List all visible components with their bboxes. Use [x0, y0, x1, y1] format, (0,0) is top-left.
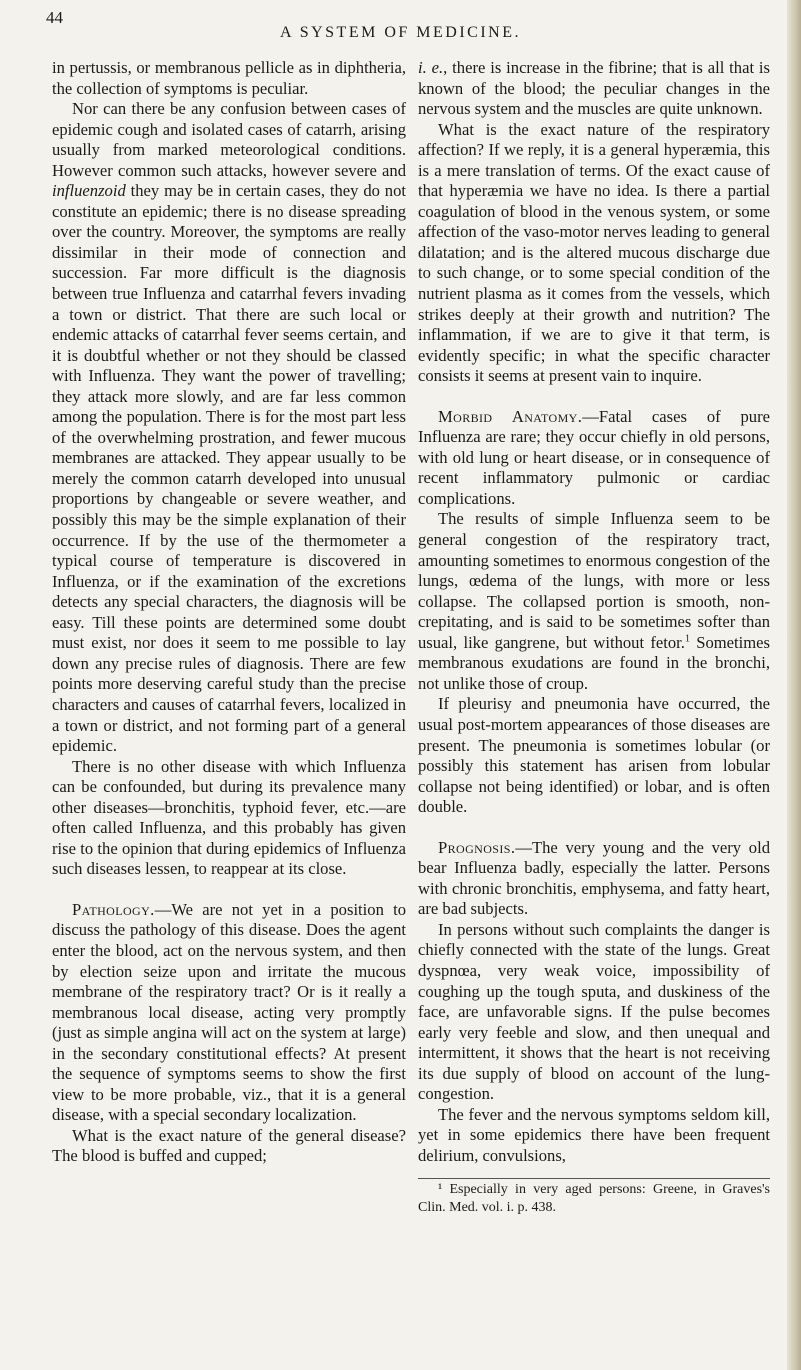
- paragraph: There is no other disease with which Influenza can be confounded, but during its prevalence many other diseases—bronchitis, typhoid fever, etc.—are often called Influenza, and this probably has given rise to the opinion that during epidemics of Influenza such diseases lessen, to reappear at its close.: [52, 756, 406, 879]
- footnote: ¹ Especially in very aged persons: Greene, in Graves's Clin. Med. vol. i. p. 438.: [418, 1182, 770, 1216]
- page-number: 44: [46, 8, 63, 27]
- text-run: —We are not yet in a position to discuss the pathology of this disease. Does the agent enter the blood, act on the nervous system, and then by election seize upon and irritate the mucous membrane of the respiratory tract? Or is it really a membranous local disease, acting very promptly (just as simple angina will act on the system at large) in the secondary constitutional effects? At present the sequence of symptoms seems to show the first view to be more probable, viz., that it is a general disease, with a special secondary localization.: [52, 899, 406, 1125]
- text-run: Nor can there be any confusion between cases of epidemic cough and isolated cases of catarrh, arising usually from marked meteorological conditions. However common such attacks, however severe and: [52, 99, 406, 180]
- paragraph: [418, 58, 770, 120]
- text-run: they may be in certain cases, they do not constitute an epidemic; there is no disease spreading over the country. Moreover, the symptoms are really dissimilar in their mode of connection and succession. Far more difficult is the diagnosis between true Influenza and catarrhal fevers invading a town or district. That there are such local or endemic attacks of catarrhal fever seems certain, and it is doubtful whether or not they should be classed with Influenza. They want the power of travelling; they attack more slowly, and are far less common among the population. There is for the most part less of the overwhelming prostration, and fewer mucous membranes are attacked. They appear usually to be merely the common catarrh developed into unusual proportions by changeable or severe weather, and possibly this may be the simple explanation of their occurrence. If by the use of the thermometer a typical course of temperature is discovered in Influenza, or if the examination of the excretions detects any special characters, the diagnosis will be easy. Till these points are determined some doubt must exist, nor does it seem to me possible to lay down any precise rules of diagnosis. There are few points more deserving careful study than the precise characters and causes of catarrhal fevers, localized in a town or district, and not forming part of a general epidemic.: [52, 181, 406, 756]
- section-heading: Prognosis.: [438, 837, 516, 857]
- paragraph: What is the exact nature of the respiratory affection? If we reply, it is a general hyperæmia, this is a mere translation of terms. Of the exact cause of that hyperæmia we have no idea. Is there a partial coagulation of blood in the venous system, or some affection of the vaso-motor nerves leading to general dilatation; and is the altered mucous discharge due to such change, or to some special condition of the nutrient plasma as it comes from the vessels, which strikes deeply at their growth and nutrition? The inflammation, if we are to give it that term, is evidently specific; in what the specific character consists it seems at present vain to inquire.: [418, 119, 770, 386]
- morbid-anatomy-section: [418, 407, 770, 510]
- right-column: [418, 58, 770, 1217]
- paragraph: If pleurisy and pneumonia have occurred, the usual post-mortem appearances of those diseases are present. The pneumonia is sometimes lobular (or possibly this statement has arisen from lobular collapse not being identified) or lobar, and is often double.: [418, 694, 770, 817]
- text-run: The results of simple Influenza seem to be general congestion of the respiratory tract, amounting sometimes to enormous congestion of the lungs, œdema of the lungs, with more or less collapse. The collapsed portion is smooth, non-crepitating, and is said to be sometimes softer than usual, like gangrene, but without fetor.: [418, 509, 770, 652]
- footnote-divider: [418, 1178, 770, 1179]
- section-heading: Pathology.: [72, 899, 155, 919]
- text-run: Sometimes membranous exudations are found in the bronchi, not unlike those of croup.: [418, 632, 770, 693]
- left-column: [52, 58, 406, 1167]
- paragraph: What is the exact nature of the general disease? The blood is buffed and cupped;: [52, 1125, 406, 1166]
- pathology-section: [52, 900, 406, 1126]
- text-run: —Fatal cases of pure Influenza are rare; they occur chiefly in old persons, with old lung or heart disease, or in consequence of recent inflammatory pulmonic or cardiac complications.: [418, 406, 770, 508]
- running-title: A SYSTEM OF MEDICINE.: [280, 24, 521, 41]
- paragraph: in pertussis, or membranous pellicle as in diphtheria, the collection of symptoms is peculiar.: [52, 58, 406, 98]
- paragraph: [418, 509, 770, 694]
- italic-term: i. e.: [418, 58, 444, 77]
- italic-term: influenzoid: [52, 181, 126, 201]
- page-edge: [787, 0, 801, 1370]
- paragraph: In persons without such complaints the danger is chiefly connected with the state of the lungs. Great dyspnœa, very weak voice, impossibility of coughing up the tough sputa, and duskiness of the face, are unfavorable signs. If the pulse becomes early very feeble and slow, and then unequal and intermittent, it shows that the heart is not receiving its due supply of blood on account of the lung-congestion.: [418, 919, 770, 1104]
- text-run: , there is increase in the fibrine; that is all that is known of the blood; the peculiar changes in the nervous system and the muscles are quite unknown.: [418, 58, 771, 119]
- paragraph: The fever and the nervous symptoms seldom kill, yet in some epidemics there have been frequent delirium, convulsions,: [418, 1104, 770, 1165]
- section-heading: Morbid Anatomy.: [438, 406, 583, 426]
- paragraph: [52, 99, 406, 757]
- footnote-marker: 1: [684, 633, 690, 645]
- prognosis-section: [418, 838, 770, 920]
- text-run: —The very young and the very old bear Influenza badly, especially the latter. Persons with chronic bronchitis, emphysema, and fatty heart, are bad subjects.: [418, 837, 770, 919]
